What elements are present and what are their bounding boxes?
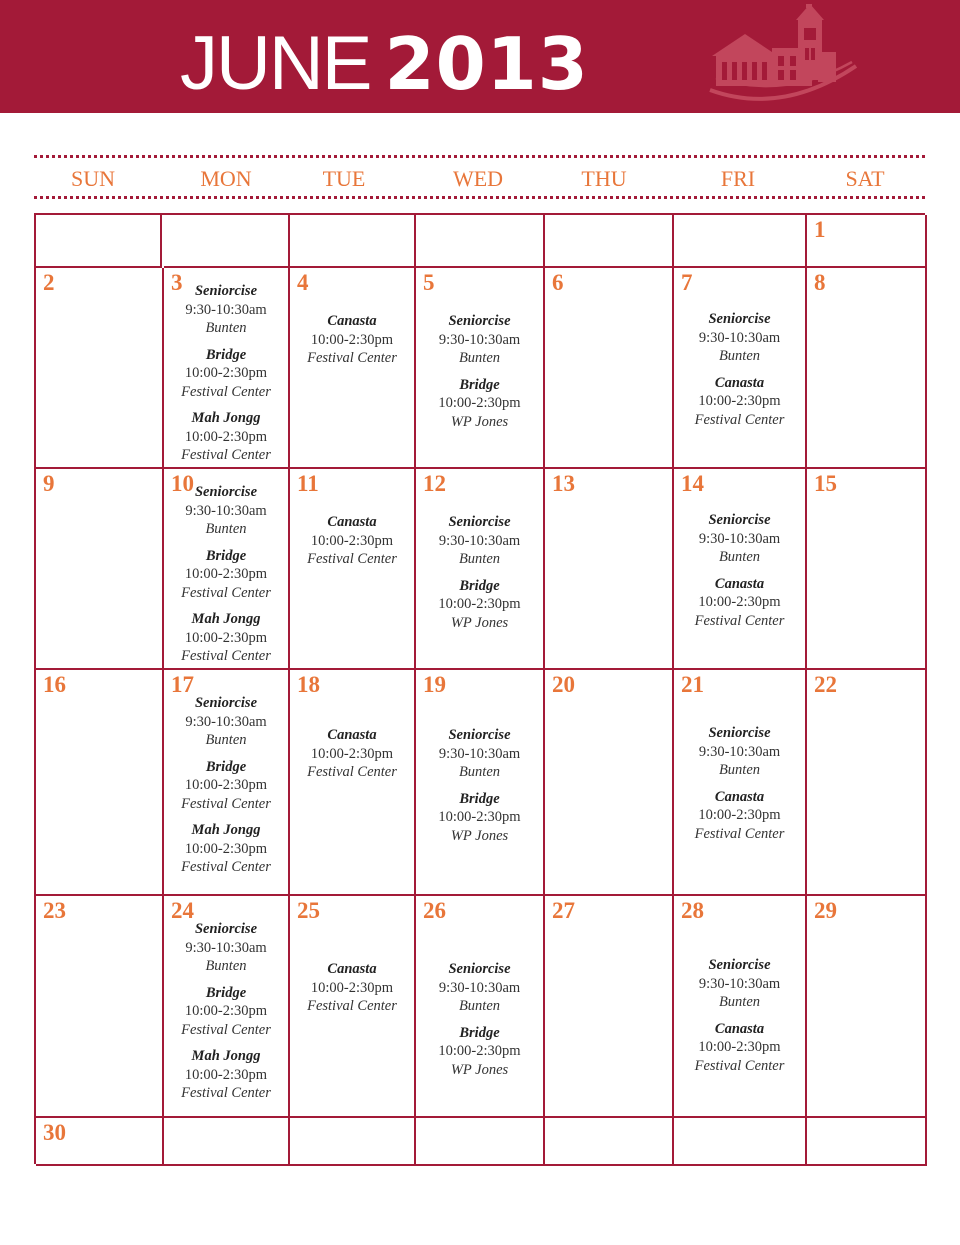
event-item xyxy=(164,920,288,976)
event-name: Seniorcise xyxy=(448,961,511,977)
event-name: Bridge xyxy=(459,790,500,807)
event-list xyxy=(674,511,805,638)
event-time: 10:00-2:30pm xyxy=(184,365,268,381)
day-cell xyxy=(674,896,807,1118)
event-place: Festival Center xyxy=(307,764,397,780)
event-name: Seniorcise xyxy=(708,311,771,327)
event-item xyxy=(164,1047,288,1103)
event-time: 9:30-10:30am xyxy=(185,502,267,519)
event-time: 9:30-10:30am xyxy=(438,745,521,762)
event-name: Seniorcise xyxy=(708,512,771,528)
weekday-sat: SAT xyxy=(845,166,885,191)
day-number: 23 xyxy=(43,898,66,923)
building-icon xyxy=(706,4,858,112)
day-cell xyxy=(545,670,674,896)
event-place: Festival Center xyxy=(694,411,785,428)
event-name: Canasta xyxy=(327,961,377,977)
event-item xyxy=(164,282,288,338)
day-number: 19 xyxy=(423,672,446,697)
event-item xyxy=(674,310,805,366)
event-list xyxy=(416,960,543,1087)
event-item xyxy=(164,483,288,539)
event-time: 10:00-2:30pm xyxy=(698,1039,781,1055)
day-number: 14 xyxy=(681,471,704,496)
event-place: Bunten xyxy=(458,551,501,567)
event-time: 10:00-2:30pm xyxy=(184,777,268,793)
day-number: 5 xyxy=(423,270,435,295)
day-number: 18 xyxy=(297,672,320,697)
day-cell xyxy=(416,268,545,469)
day-cell xyxy=(807,268,927,469)
day-cell xyxy=(674,268,807,469)
event-item xyxy=(674,956,805,1012)
event-time: 10:00-2:30pm xyxy=(438,809,521,825)
event-place: Bunten xyxy=(205,732,247,748)
event-name: Seniorcise xyxy=(194,921,258,937)
event-place: Festival Center xyxy=(181,584,271,601)
calendar-grid xyxy=(34,213,925,1164)
event-name: Mah Jongg xyxy=(191,1048,261,1064)
day-cell xyxy=(164,896,290,1118)
event-name: Canasta xyxy=(714,575,765,592)
event-list xyxy=(290,960,414,1024)
event-item xyxy=(164,821,288,877)
empty-cell xyxy=(807,1118,927,1166)
event-time: 10:00-2:30pm xyxy=(184,629,268,646)
event-item xyxy=(416,513,543,569)
weekday-mon: MON xyxy=(200,166,252,191)
empty-cell xyxy=(545,1118,674,1166)
day-cell xyxy=(290,670,416,896)
event-place: Festival Center xyxy=(181,447,271,463)
event-name: Bridge xyxy=(205,547,247,564)
event-item xyxy=(674,374,805,430)
day-number: 15 xyxy=(814,471,837,496)
day-cell xyxy=(36,670,164,896)
event-time: 9:30-10:30am xyxy=(698,329,781,346)
event-item xyxy=(674,575,805,631)
day-number: 7 xyxy=(681,270,693,295)
event-place: Festival Center xyxy=(181,859,271,875)
event-list xyxy=(164,282,288,473)
event-name: Bridge xyxy=(205,984,247,1001)
event-time: 9:30-10:30am xyxy=(698,975,781,992)
empty-cell xyxy=(674,1118,807,1166)
event-time: 10:00-2:30pm xyxy=(310,331,394,348)
event-list xyxy=(416,726,543,853)
event-time: 10:00-2:30pm xyxy=(310,979,394,996)
event-name: Bridge xyxy=(205,346,247,363)
event-time: 10:00-2:30pm xyxy=(310,532,394,549)
day-number: 4 xyxy=(297,270,309,295)
empty-cell xyxy=(674,215,807,268)
event-time: 9:30-10:30am xyxy=(438,532,521,549)
day-cell xyxy=(807,670,927,896)
weekday-sun: SUN xyxy=(70,166,115,191)
event-list xyxy=(674,724,805,851)
event-item xyxy=(290,513,414,569)
event-item xyxy=(416,312,543,368)
event-list xyxy=(164,483,288,674)
event-place: Festival Center xyxy=(181,1021,271,1038)
day-number: 17 xyxy=(171,672,194,697)
event-list xyxy=(290,312,414,376)
day-cell xyxy=(545,896,674,1118)
event-time: 10:00-2:30pm xyxy=(310,745,394,762)
empty-cell xyxy=(290,215,416,268)
event-time: 9:30-10:30am xyxy=(438,331,521,348)
day-cell xyxy=(807,896,927,1118)
event-name: Bridge xyxy=(459,1024,500,1041)
event-time: 9:30-10:30am xyxy=(185,301,267,318)
event-name: Canasta xyxy=(327,514,377,530)
event-place: WP Jones xyxy=(450,827,509,844)
event-item xyxy=(416,1024,543,1080)
event-time: 9:30-10:30am xyxy=(438,979,521,996)
day-cell xyxy=(36,268,164,469)
header-banner xyxy=(0,0,960,113)
event-item xyxy=(290,960,414,1016)
event-name: Bridge xyxy=(459,376,500,393)
day-cell xyxy=(674,670,807,896)
bottom-dotted-rule xyxy=(34,196,925,199)
event-name: Seniorcise xyxy=(708,957,771,973)
day-number: 3 xyxy=(171,270,183,295)
event-time: 10:00-2:30pm xyxy=(698,393,781,409)
event-time: 10:00-2:30pm xyxy=(438,1043,521,1059)
empty-cell xyxy=(164,215,290,268)
event-place: Bunten xyxy=(718,762,761,778)
event-item xyxy=(164,409,288,465)
event-name: Seniorcise xyxy=(448,313,511,329)
event-name: Bridge xyxy=(205,758,247,775)
event-time: 10:00-2:30pm xyxy=(698,807,781,823)
day-number: 1 xyxy=(814,217,826,242)
day-number: 20 xyxy=(552,672,575,697)
day-number: 16 xyxy=(43,672,66,697)
event-name: Canasta xyxy=(327,313,377,329)
event-time: 10:00-2:30pm xyxy=(438,395,521,411)
day-cell xyxy=(545,268,674,469)
event-time: 9:30-10:30am xyxy=(185,713,267,730)
event-time: 10:00-2:30pm xyxy=(184,1003,268,1019)
event-item xyxy=(416,790,543,846)
event-place: Festival Center xyxy=(694,825,785,842)
event-item xyxy=(164,984,288,1040)
day-number: 25 xyxy=(297,898,320,923)
event-name: Mah Jongg xyxy=(191,611,261,627)
event-list xyxy=(164,694,288,885)
day-cell xyxy=(36,1118,164,1166)
empty-cell xyxy=(416,1118,545,1166)
day-cell xyxy=(807,215,927,268)
event-list xyxy=(674,310,805,437)
event-name: Seniorcise xyxy=(194,283,258,299)
day-cell xyxy=(807,469,927,670)
event-place: Festival Center xyxy=(307,551,397,567)
event-time: 9:30-10:30am xyxy=(698,743,781,760)
day-cell xyxy=(164,469,290,670)
day-number: 11 xyxy=(297,471,319,496)
day-cell xyxy=(545,469,674,670)
event-place: Festival Center xyxy=(181,648,271,664)
event-item xyxy=(290,726,414,782)
event-item xyxy=(674,511,805,567)
weekday-fri: FRI xyxy=(720,166,756,191)
event-list xyxy=(164,920,288,1111)
top-dotted-rule xyxy=(34,155,925,158)
day-number: 29 xyxy=(814,898,837,923)
event-item xyxy=(674,788,805,844)
day-number: 26 xyxy=(423,898,446,923)
day-cell xyxy=(416,670,545,896)
event-place: Bunten xyxy=(205,320,247,336)
event-time: 9:30-10:30am xyxy=(698,530,781,547)
event-name: Seniorcise xyxy=(194,695,258,711)
event-place: Festival Center xyxy=(181,383,271,400)
day-cell xyxy=(164,268,290,469)
event-list xyxy=(290,726,414,790)
event-list xyxy=(674,956,805,1083)
event-list xyxy=(416,312,543,439)
event-item xyxy=(416,726,543,782)
event-time: 10:00-2:30pm xyxy=(184,1066,268,1083)
weekday-thu: THU xyxy=(581,166,627,191)
day-cell xyxy=(674,469,807,670)
event-place: Bunten xyxy=(458,764,501,780)
day-cell xyxy=(290,896,416,1118)
event-item xyxy=(164,694,288,750)
event-place: Festival Center xyxy=(181,1085,271,1101)
event-place: Festival Center xyxy=(694,1057,785,1074)
event-time: 10:00-2:30pm xyxy=(184,566,268,582)
day-cell xyxy=(416,469,545,670)
weekday-tue: TUE xyxy=(322,166,366,191)
event-name: Seniorcise xyxy=(448,727,511,743)
year-label: 2013 xyxy=(384,22,589,106)
day-number: 8 xyxy=(814,270,826,295)
event-item xyxy=(164,758,288,814)
empty-cell xyxy=(36,215,162,268)
event-name: Seniorcise xyxy=(448,514,511,530)
event-time: 10:00-2:30pm xyxy=(438,596,521,612)
day-number: 30 xyxy=(43,1120,66,1145)
day-number: 24 xyxy=(171,898,194,923)
event-name: Mah Jongg xyxy=(191,822,261,838)
day-number: 9 xyxy=(43,471,55,496)
event-list xyxy=(416,513,543,640)
weekday-wed: WED xyxy=(452,166,504,191)
day-cell xyxy=(36,469,164,670)
event-item xyxy=(674,724,805,780)
day-number: 27 xyxy=(552,898,575,923)
day-number: 21 xyxy=(681,672,704,697)
event-place: Festival Center xyxy=(307,350,397,366)
event-place: WP Jones xyxy=(450,413,509,430)
event-name: Canasta xyxy=(714,1020,765,1037)
event-time: 9:30-10:30am xyxy=(185,939,267,956)
page-title xyxy=(180,21,589,106)
event-item xyxy=(416,376,543,432)
event-place: Bunten xyxy=(458,998,501,1014)
event-place: Festival Center xyxy=(694,612,785,629)
event-time: 10:00-2:30pm xyxy=(184,840,268,857)
event-place: Bunten xyxy=(718,348,761,364)
event-item xyxy=(164,547,288,603)
day-number: 10 xyxy=(171,471,194,496)
day-number: 6 xyxy=(552,270,564,295)
event-name: Canasta xyxy=(714,374,765,391)
day-number: 28 xyxy=(681,898,704,923)
month-label: JUNE xyxy=(180,21,371,106)
event-place: WP Jones xyxy=(450,614,509,631)
event-time: 10:00-2:30pm xyxy=(698,594,781,610)
event-name: Bridge xyxy=(459,577,500,594)
event-list xyxy=(290,513,414,577)
day-number: 22 xyxy=(814,672,837,697)
event-place: Bunten xyxy=(458,350,501,366)
day-number: 13 xyxy=(552,471,575,496)
event-item xyxy=(290,312,414,368)
day-cell xyxy=(416,896,545,1118)
event-place: Bunten xyxy=(718,549,761,565)
event-item xyxy=(416,577,543,633)
event-name: Mah Jongg xyxy=(191,410,261,426)
day-cell xyxy=(164,670,290,896)
event-time: 10:00-2:30pm xyxy=(184,428,268,445)
event-place: Bunten xyxy=(205,521,247,537)
event-name: Canasta xyxy=(714,788,765,805)
empty-cell xyxy=(164,1118,290,1166)
event-place: Festival Center xyxy=(181,795,271,812)
day-cell xyxy=(290,268,416,469)
event-name: Seniorcise xyxy=(194,484,258,500)
empty-cell xyxy=(290,1118,416,1166)
event-place: Bunten xyxy=(718,994,761,1010)
empty-cell xyxy=(545,215,674,268)
empty-cell xyxy=(416,215,545,268)
event-name: Seniorcise xyxy=(708,725,771,741)
event-place: Bunten xyxy=(205,958,247,974)
event-name: Canasta xyxy=(327,727,377,743)
day-cell xyxy=(290,469,416,670)
event-place: Festival Center xyxy=(307,998,397,1014)
event-item xyxy=(674,1020,805,1076)
day-number: 12 xyxy=(423,471,446,496)
event-item xyxy=(164,346,288,402)
event-item xyxy=(416,960,543,1016)
event-place: WP Jones xyxy=(450,1061,509,1078)
day-number: 2 xyxy=(43,270,55,295)
day-cell xyxy=(36,896,164,1118)
event-item xyxy=(164,610,288,666)
